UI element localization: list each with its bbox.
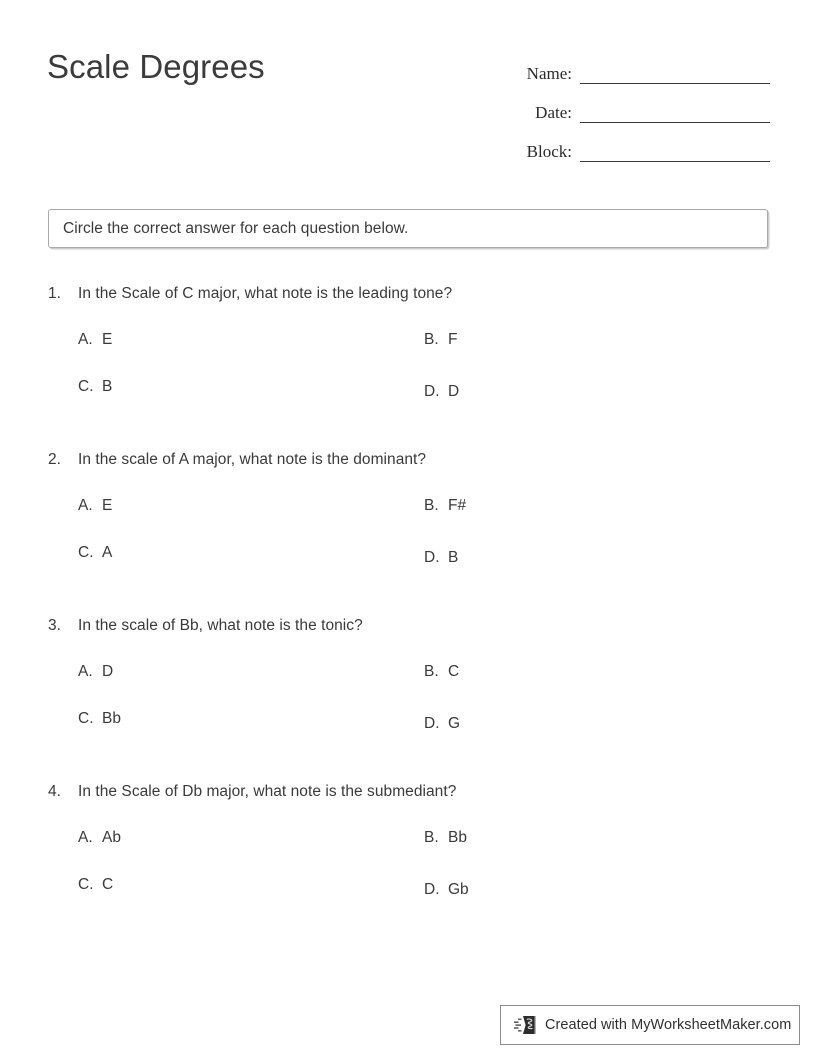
option-a[interactable] xyxy=(78,497,112,515)
question-item xyxy=(0,285,816,451)
date-row xyxy=(500,85,770,124)
option-d[interactable] xyxy=(424,383,459,401)
option-b[interactable] xyxy=(424,497,466,515)
option-b[interactable] xyxy=(424,663,459,681)
answer-options xyxy=(0,829,816,939)
option-d-letter: D. xyxy=(424,881,440,898)
option-d-letter: D. xyxy=(424,549,440,566)
question-number: 2. xyxy=(48,451,61,468)
date-input-line[interactable] xyxy=(580,121,770,123)
answer-options xyxy=(0,497,816,607)
option-a[interactable] xyxy=(78,829,121,847)
instruction-text: Circle the correct answer for each question below. xyxy=(63,219,409,237)
option-b-value: Bb xyxy=(448,829,467,846)
option-d-letter: D. xyxy=(424,383,440,400)
question-item xyxy=(0,617,816,783)
question-prompt-row xyxy=(0,783,816,809)
option-d-value: G xyxy=(448,715,461,732)
option-c[interactable] xyxy=(78,378,112,396)
option-b-value: F xyxy=(448,331,458,348)
question-number: 1. xyxy=(48,285,61,302)
option-a-value: E xyxy=(102,331,113,348)
option-c-value: Bb xyxy=(102,710,121,727)
option-c[interactable] xyxy=(78,876,113,894)
option-c-letter: C. xyxy=(78,876,94,893)
question-list xyxy=(0,285,816,949)
instruction-box xyxy=(48,209,768,248)
question-number: 3. xyxy=(48,617,61,634)
option-c[interactable] xyxy=(78,544,112,562)
student-info-block xyxy=(500,46,770,163)
option-d-value: Gb xyxy=(448,881,469,898)
block-label: Block: xyxy=(526,142,572,161)
option-c-letter: C. xyxy=(78,710,94,727)
option-c-value: A xyxy=(102,544,113,561)
option-b-letter: B. xyxy=(424,829,439,846)
footer-credit-badge[interactable] xyxy=(500,1005,800,1045)
question-number: 4. xyxy=(48,783,61,800)
option-b[interactable] xyxy=(424,829,467,847)
answer-options xyxy=(0,663,816,773)
date-label: Date: xyxy=(535,103,572,122)
option-a[interactable] xyxy=(78,663,113,681)
option-c-value: C xyxy=(102,876,114,893)
option-c-letter: C. xyxy=(78,544,94,561)
option-b-letter: B. xyxy=(424,331,439,348)
option-a-letter: A. xyxy=(78,663,93,680)
option-d-value: D xyxy=(448,383,460,400)
worksheet-maker-logo-icon xyxy=(514,1014,538,1036)
option-c-value: B xyxy=(102,378,113,395)
option-d[interactable] xyxy=(424,881,469,899)
question-text: In the scale of A major, what note is the dominant? xyxy=(78,451,427,468)
name-label: Name: xyxy=(526,64,572,83)
question-text: In the Scale of C major, what note is the leading tone? xyxy=(78,285,453,302)
option-c-letter: C. xyxy=(78,378,94,395)
option-a-value: E xyxy=(102,497,113,514)
option-b-letter: B. xyxy=(424,497,439,514)
name-row xyxy=(500,46,770,85)
option-a-value: Ab xyxy=(102,829,121,846)
name-input-line[interactable] xyxy=(580,82,770,84)
option-a[interactable] xyxy=(78,331,112,349)
question-prompt-row xyxy=(0,617,816,643)
question-prompt-row xyxy=(0,285,816,311)
option-d[interactable] xyxy=(424,549,458,567)
question-text: In the scale of Bb, what note is the tonic? xyxy=(78,617,363,634)
block-input-line[interactable] xyxy=(580,160,770,162)
option-b-value: C xyxy=(448,663,460,680)
option-b-value: F# xyxy=(448,497,467,514)
option-a-letter: A. xyxy=(78,497,93,514)
option-c[interactable] xyxy=(78,710,121,728)
option-b-letter: B. xyxy=(424,663,439,680)
option-d-letter: D. xyxy=(424,715,440,732)
option-a-letter: A. xyxy=(78,829,93,846)
answer-options xyxy=(0,331,816,441)
option-b[interactable] xyxy=(424,331,457,349)
question-text: In the Scale of Db major, what note is the submediant? xyxy=(78,783,457,800)
block-row xyxy=(500,124,770,163)
footer-credit-text: Created with MyWorksheetMaker.com xyxy=(545,1017,792,1033)
page-title: Scale Degrees xyxy=(47,48,265,85)
option-a-value: D xyxy=(102,663,114,680)
question-item xyxy=(0,451,816,617)
question-item xyxy=(0,783,816,949)
option-d[interactable] xyxy=(424,715,460,733)
question-prompt-row xyxy=(0,451,816,477)
option-a-letter: A. xyxy=(78,331,93,348)
option-d-value: B xyxy=(448,549,459,566)
